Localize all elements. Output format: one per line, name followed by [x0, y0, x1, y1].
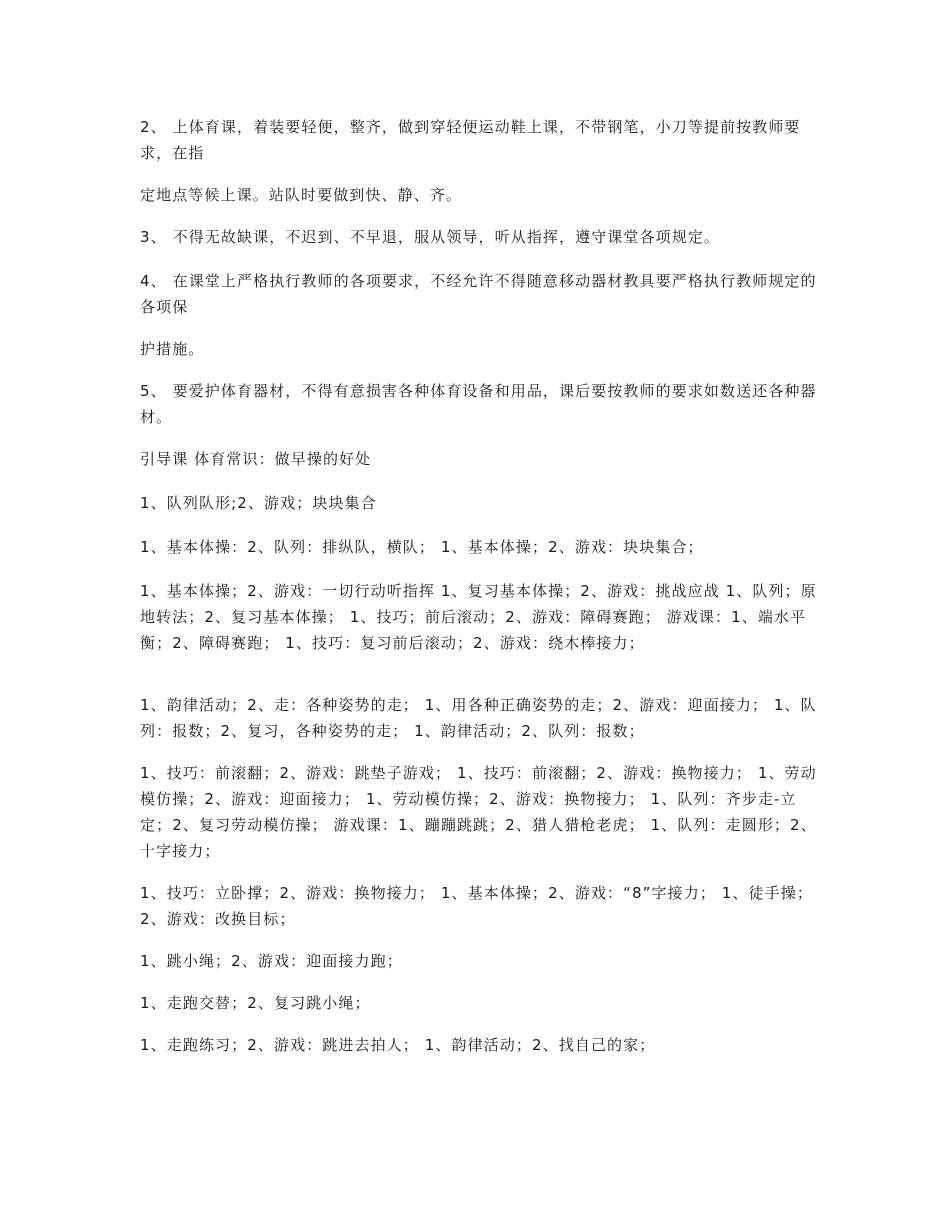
- paragraph-lesson-list-2: 1、基本体操：2、队列：排纵队，横队； 1、基本体操；2、游戏：块块集合；: [140, 538, 704, 556]
- paragraph-lesson-list-9: 1、走跑练习；2、游戏：跳进去拍人； 1、韵律活动；2、找自己的家；: [140, 1036, 656, 1054]
- paragraph-lesson-list-1: 1、队列队形;2、游戏；块块集合: [140, 494, 377, 512]
- paragraph-lesson-list-4: 1、韵律活动；2、走：各种姿势的走； 1、用各种正确姿势的走；2、游戏：迎面接力； 1、队列：报数；2、复习，各种姿势的走； 1、韵律活动；2、队列：报数；: [140, 696, 817, 740]
- paragraph-rule-4: 4、 在课堂上严格执行教师的各项要求，不经允许不得随意移动器材教具要严格执行教师规定的各项保: [140, 272, 817, 316]
- paragraph-lesson-list-5: 1、技巧：前滚翻；2、游戏：跳垫子游戏； 1、技巧：前滚翻；2、游戏：换物接力； 1、劳动模仿操；2、游戏：迎面接力； 1、劳动模仿操；2、游戏：换物接力； 1、队列：齐步走-立定；2、复习劳动模仿操； 游戏课：1、蹦蹦跳跳；2、猎人猎枪老虎； 1、队列：走圆形；2、十字接力；: [140, 764, 817, 860]
- paragraph-rule-5: 5、 要爱护体育器材，不得有意损害各种体育设备和用品，课后要按教师的要求如数送还各种器材。: [140, 382, 817, 426]
- paragraph-lesson-list-7: 1、跳小绳；2、游戏：迎面接力跑；: [140, 952, 403, 970]
- paragraph-lesson-list-8: 1、走跑交替；2、复习跳小绳；: [140, 994, 371, 1012]
- document-page: [140, 114, 820, 1058]
- paragraph-rule-3: 3、 不得无故缺课，不迟到、不早退，服从领导，听从指挥，遵守课堂各项规定。: [140, 228, 721, 246]
- paragraph-lesson-list-3: 1、基本体操；2、游戏：一切行动听指挥 1、复习基本体操；2、游戏：挑战应战 1、队列；原地转法；2、复习基本体操； 1、技巧；前后滚动；2、游戏：障碍赛跑； 游戏课：1、端水平衡；2、障碍赛跑； 1、技巧：复习前后滚动；2、游戏：绕木棒接力；: [140, 582, 817, 652]
- paragraph-intro-lesson: 引导课 体育常识：做早操的好处: [140, 450, 372, 468]
- paragraph-lesson-list-6: 1、技巧：立卧撑；2、游戏：换物接力； 1、基本体操；2、游戏：“8”字接力； 1、徒手操；2、游戏：改换目标；: [140, 884, 813, 928]
- paragraph-rule-4-continued: 护措施。: [140, 340, 205, 358]
- paragraph-rule-2: 2、 上体育课，着装要轻便，整齐，做到穿轻便运动鞋上课，不带钢笔，小刀等提前按教师要求，在指: [140, 118, 801, 162]
- paragraph-rule-2-continued: 定地点等候上课。站队时要做到快、静、齐。: [140, 186, 463, 204]
